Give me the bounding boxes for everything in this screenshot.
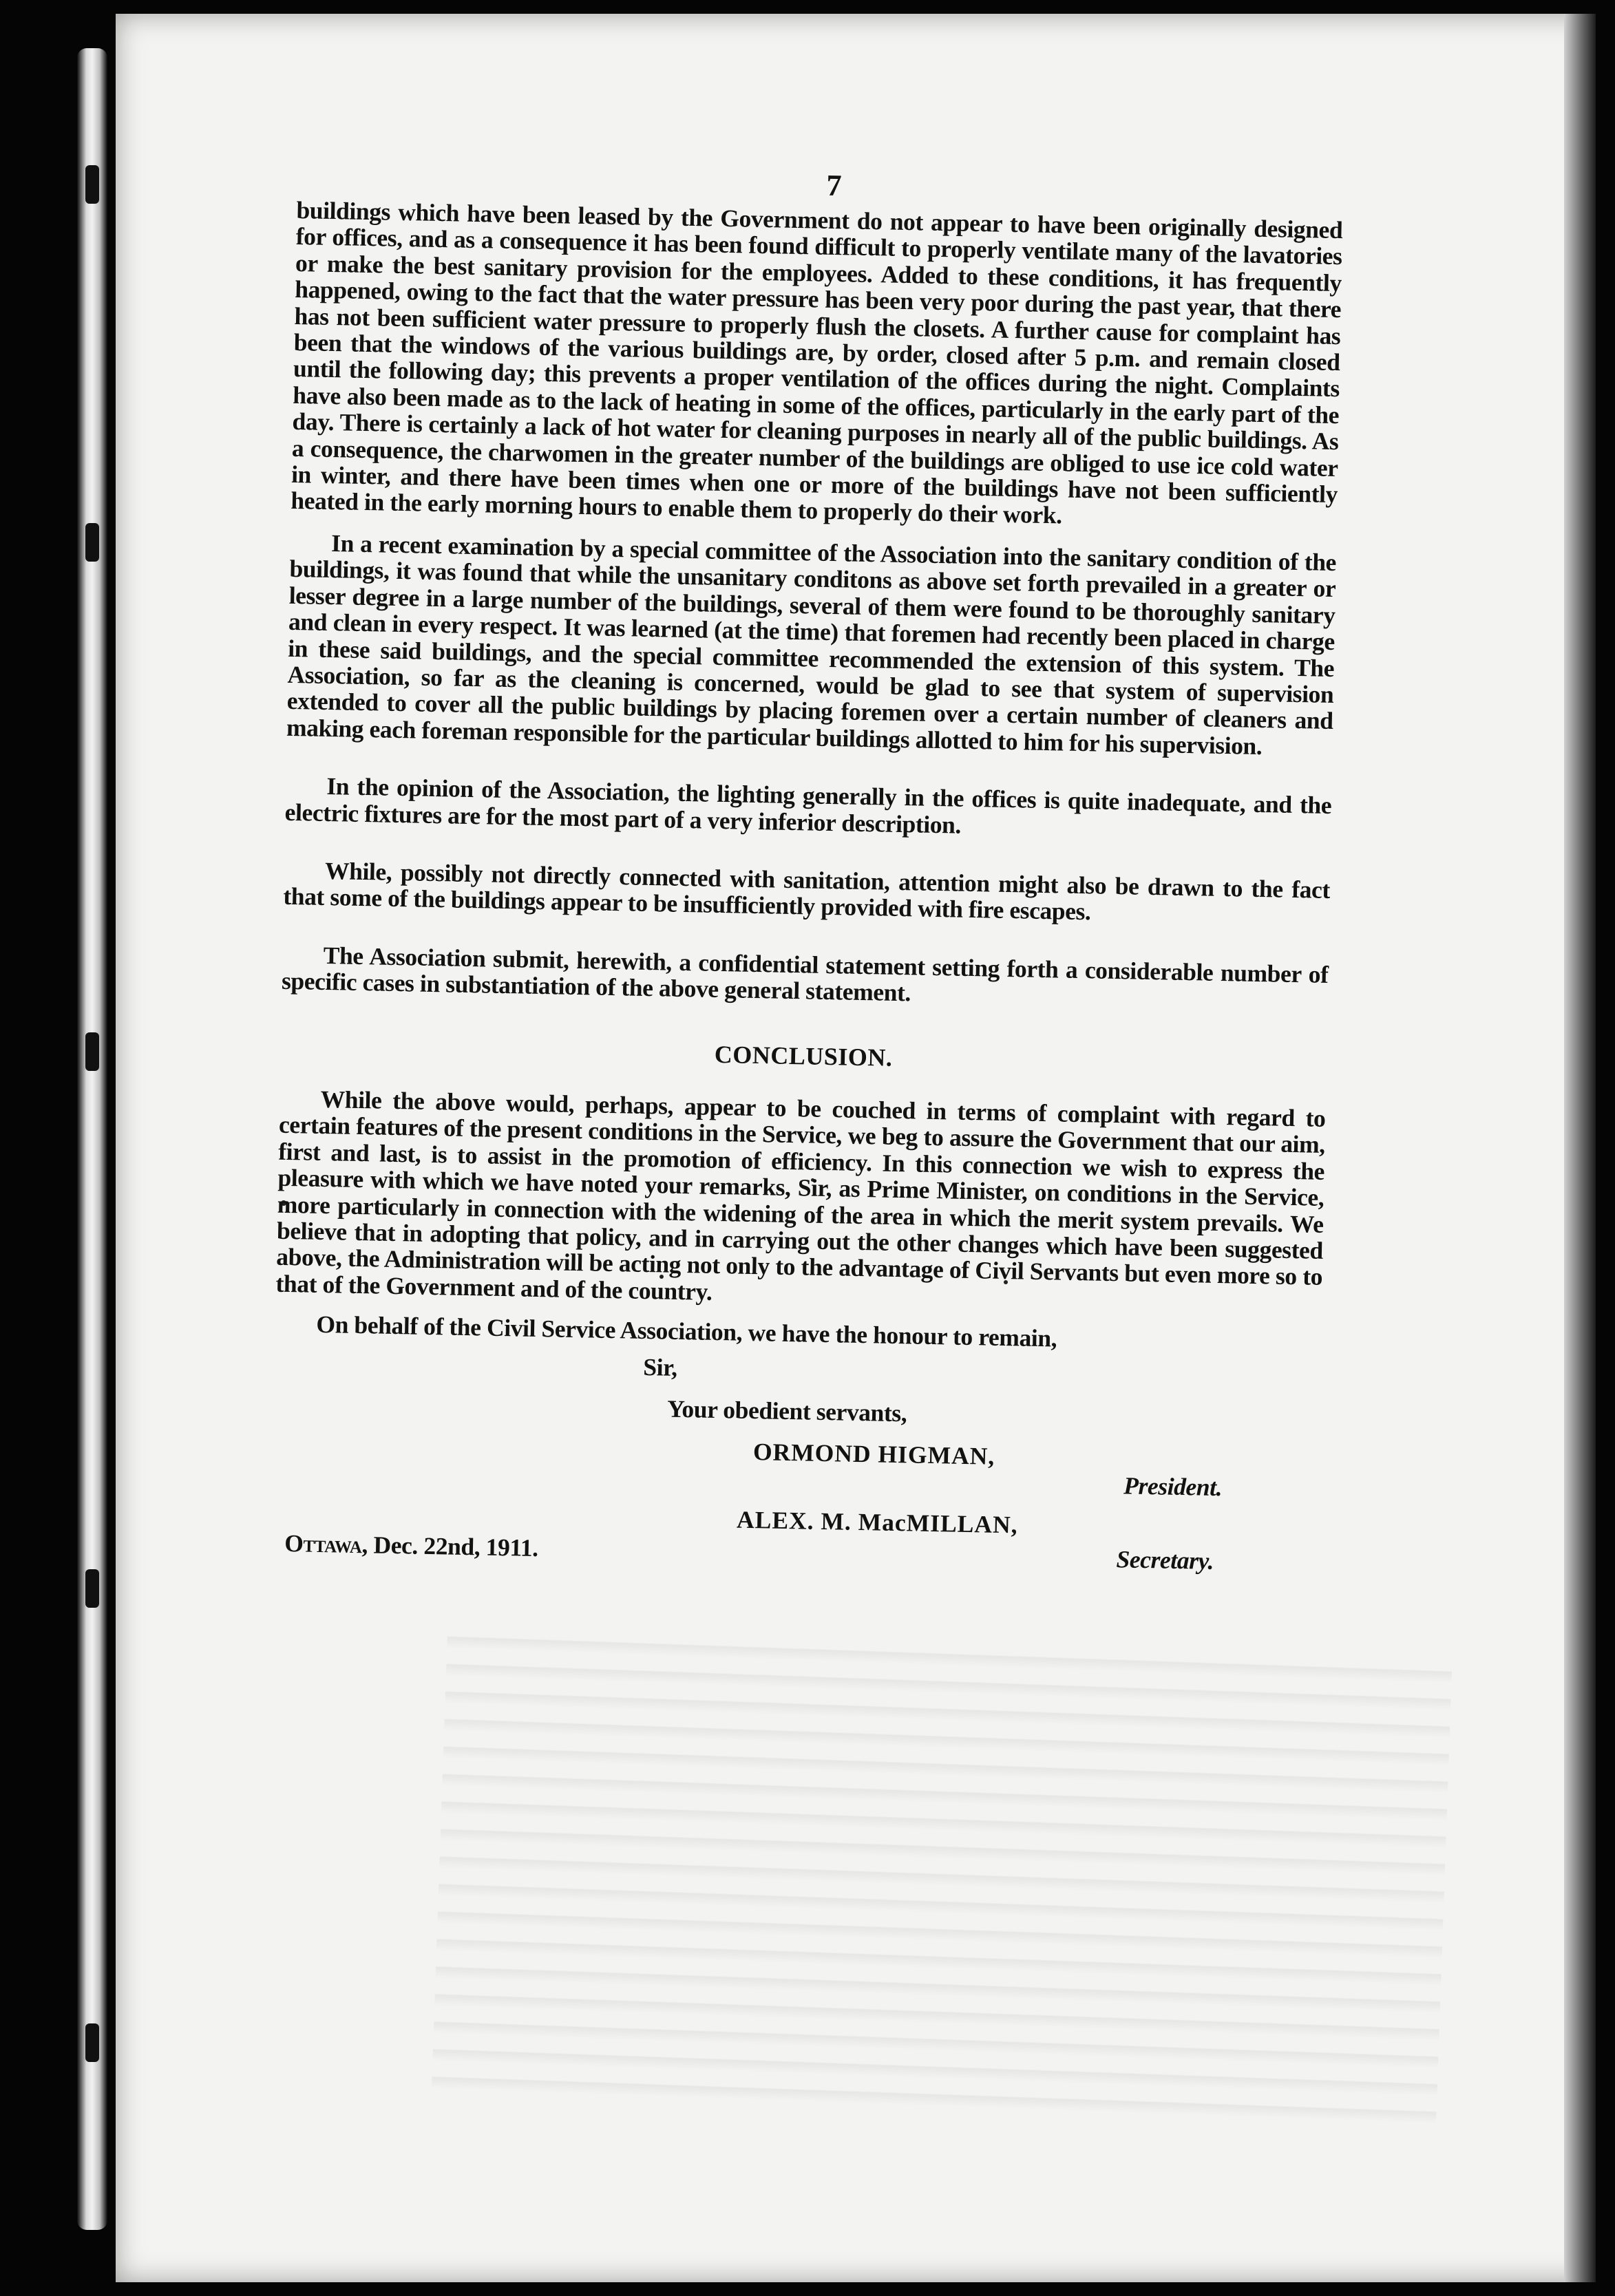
binding-stitch	[85, 1569, 99, 1608]
signer-secretary-title: Secretary.	[1116, 1544, 1214, 1575]
place: Ottawa,	[284, 1529, 368, 1558]
bleed-through-text	[431, 1621, 1453, 2138]
date: Dec. 22nd, 1911.	[373, 1531, 539, 1562]
binding-stitch	[85, 2023, 99, 2062]
signer-president-name: ORMOND HIGMAN,	[752, 1438, 995, 1471]
binding-stitch	[85, 523, 99, 562]
binding-stitch	[85, 165, 99, 204]
paragraph-fire-escapes: While, possibly not directly connected with sanitation, attention might also be drawn to the fact that some of the buildings appear to be insufficiently provided with fire escapes.	[283, 856, 1331, 926]
signoff: Your obedient servants,	[666, 1394, 907, 1427]
paragraph-statement: The Association submit, herewith, a confidential statement setting forth a considerable number of specific cases in substantiation of the above general statement.	[281, 941, 1329, 1007]
salutation: Sir,	[643, 1352, 678, 1381]
paragraph-conclusion: While the above would, perhaps, appear to be couched in terms of complaint with regard to certain features of the present conditions in the Service, we beg to assure the Government that our aim, first and last, is to assist in the promotion of efficiency. In this connection we wish to express the pleasure with which we have noted your remarks, Sir, as Prime Minister, on conditions in the Service, more particularly in connection with the widening of the area in which the merit system prevails. We believe that in adopting that policy, and in carrying out the other changes which have been suggested above, the Administration will be acting not only to the advantage of Civil Servants but even more so to that of the Government and of the country.	[275, 1085, 1326, 1306]
paragraph-examination: In a recent examination by a special committee of the Association into the sanitary condition of the buildings, it was found that while the unsanitary conditons as above set forth prevailed in a greater or lesser degree in a large number of the buildings, several of them were found to be thoroughly sanitary and clean in every respect. It was learned (at the time) that foremen had recently been placed in charge in these said buildings, and the special committee recommended the extension of this system. The Association, so far as the cleaning is concerned, would be glad to see that system of supervision extended to cover all the public buildings by placing foremen over a certain number of cleaners and making each foreman responsible for the particular buildings allotted to him for his supervision.	[286, 529, 1337, 760]
signer-secretary-name: ALEX. M. MacMILLAN,	[736, 1505, 1018, 1539]
paragraph-buildings: buildings which have been leased by the Government do not appear to have been originally designed for offices, and as a consequence it has been found difficult to properly ventilate many of the lavatories or make the best sanitary provision for the employees. Added to these conditions, it has frequently happened, owing to the fact that the water pressure has been very poor during the past year, that there has not been sufficient water pressure to properly flush the closets. A further cause for complaint has been that the windows of the various buildings are, by order, closed after 5 p.m. and remain closed until the following day; this prevents a proper ventilation of the offices during the night. Complaints have also been made as to the lack of heating in some of the offices, particularly in the early part of the day. There is certainly a lack of hot water for cleaning purposes in nearly all of the public buildings. As a consequence, the charwomen in the greater number of the buildings are obliged to use ice cold water in winter, and there have been times when one or more of the buildings have not been sufficiently heated in the early morning hours to enable them to properly do their work.	[291, 195, 1343, 529]
conclusion-heading: CONCLUSION.	[714, 1040, 893, 1072]
place-date	[284, 1530, 538, 1561]
binding-spine	[77, 48, 107, 2230]
page-edge-shadow	[1564, 14, 1596, 2282]
page-text	[271, 158, 1344, 1576]
signer-president-title: President.	[1123, 1471, 1223, 1501]
binding-stitch	[85, 1032, 99, 1071]
paragraph-lighting: In the opinion of the Association, the lighting generally in the offices is quite inadequate, and the electric fixtures are for the most part of a very inferior description.	[284, 772, 1332, 839]
page-number: 7	[826, 168, 842, 203]
closing-line: On behalf of the Civil Service Association, we have the honour to remain,	[316, 1310, 1057, 1352]
